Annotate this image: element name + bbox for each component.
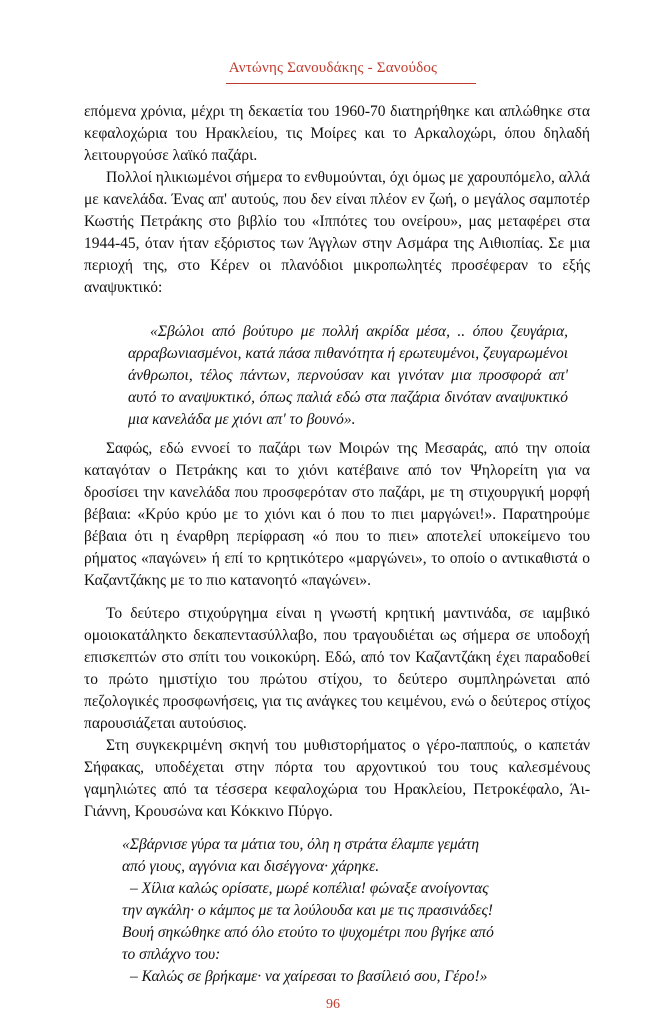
- paragraph-1: [84, 101, 590, 167]
- header-rule: [226, 83, 476, 84]
- quote-line: Βουή σηκώθηκε από όλο ετούτο το ψυχομέτρι που βγήκε από: [122, 924, 494, 941]
- running-head: Αντώνης Σανουδάκης - Σανούδος: [228, 60, 438, 76]
- quote-line: – Χίλια καλώς ορίσατε, μωρέ κοπέλια! φώναξε ανοίγοντας: [130, 880, 489, 897]
- quote-text: «Σβώλοι από βούτυρο με πολλή ακρίδα μέσα, .. όπου ζευγάρια, αρραβωνιασμένοι, κατά πάσα πιθανότητα ή ερωτευμένοι, ζευγαρωμένοι άνθρωποι, τέλος πάντων, περνούσαν και γινόταν μια προσφορά απ' αυτό το αναψυκτικό, όπως παλιά εδώ στα παζάρια δινόταν αναψυκτικό μια κανελάδα με χιόνι απ' το βουνό».: [128, 323, 568, 428]
- paragraph-text: Στη συγκεκριμένη σκηνή του μυθιστορήματος ο γέρο-παππούς, ο καπετάν Σήφακας, υποδέχεται στην πόρτα του αρχοντικού του τους καλεσμένους γαμηλιώτες από τα τέσσερα κεφαλοχώρια του Ηρακλείου, Πετροκέφαλο, Άι-Γιάννη, Κρουσώνα και Κόκκινο Πύργο.: [84, 737, 590, 820]
- block-quote-2: [122, 834, 570, 988]
- paragraph-4: [84, 603, 590, 735]
- paragraph-text: επόμενα χρόνια, μέχρι τη δεκαετία του 1960-70 διατηρήθηκε και απλώθηκε στα κεφαλοχώρια του Ηρακλείου, τις Μοίρες και το Αρκαλοχώρι, όπου δηλαδή λειτουργούσε λαϊκό παζάρι.: [84, 103, 590, 164]
- paragraph-2: [84, 167, 590, 299]
- block-quote-1: [128, 321, 568, 431]
- paragraph-text: Πολλοί ηλικιωμένοι σήμερα το ενθυμούνται, όχι όμως με χαρουπόμελο, αλλά με κανελάδα. Ένας απ' αυτούς, που δεν είναι πλέον εν ζωή, ο μεγάλος σαμποτέρ Κωστής Πετράκης στο βιβλίο του «Ιππότες του ονείρου», μας μεταφέρει στα 1944-45, όταν ήταν εξόριστος των Άγγλων στην Ασμάρα της Αιθιοπίας. Σε μια περιοχή της, στο Κέρεν οι πλανόδιοι μικροπωλητές προσέφεραν το εξής αναψυκτικό:: [84, 169, 590, 296]
- page-number: 96: [326, 997, 340, 1012]
- paragraph-5: [84, 735, 590, 823]
- paragraph-text: Σαφώς, εδώ εννοεί το παζάρι των Μοιρών της Μεσαράς, από την οποία καταγόταν ο Πετράκης και το χιόνι κατέβαινε από τον Ψηλορείτη για να δροσίσει την κανελάδα που προσφερόταν στο παζάρι, με τη στιχουργική μορφή βέβαια: «Κρύο κρύο με το χιόνι και ό που το πιει μαργώνει!». Παρατηρούμε βέβαια ότι η έναρθρη περίφραση «ό που το πιει» αποτελεί υποκείμενο του ρήματος «παγώνει» ή επί το κρητικότερο «μαργώνει», το οποίο ο αντικαθιστά ο Καζαντζάκης με το πιο κατανοητό «παγώνει».: [84, 440, 590, 589]
- quote-line: «Σβάρνισε γύρα τα μάτια του, όλη η στράτα έλαμπε γεμάτη: [122, 836, 480, 853]
- quote-line: το σπλάχνο του:: [122, 946, 221, 963]
- quote-line: από γιους, αγγόνια και δισέγγονα· χάρηκε.: [122, 858, 380, 875]
- paragraph-text: Το δεύτερο στιχούργημα είναι η γνωστή κρητική μαντινάδα, σε ιαμβικό ομοιοκατάληκτο δεκαπεντασύλλαβο, που τραγουδιέται ως σήμερα σε υποδοχή επισκεπτών στο σπίτι του νοικοκύρη. Εδώ, από τον Καζαντζάκη έχει παραδοθεί το πρώτο ημιστίχιο του πρώτου στίχου, το δεύτερο συμπληρώνεται από πεζολογικές προσφωνήσεις, για τις ανάγκες του κειμένου, ενώ ο δεύτερος στίχος παρουσιάζεται αυτούσιος.: [84, 605, 590, 732]
- paragraph-3: [84, 438, 590, 592]
- quote-line: την αγκάλη· ο κάμπος με τα λούλουδα και με τις πρασινάδες!: [122, 902, 493, 919]
- quote-line: – Καλώς σε βρήκαμε· να χαίρεσαι το βασίλειό σου, Γέρο!»: [130, 968, 488, 985]
